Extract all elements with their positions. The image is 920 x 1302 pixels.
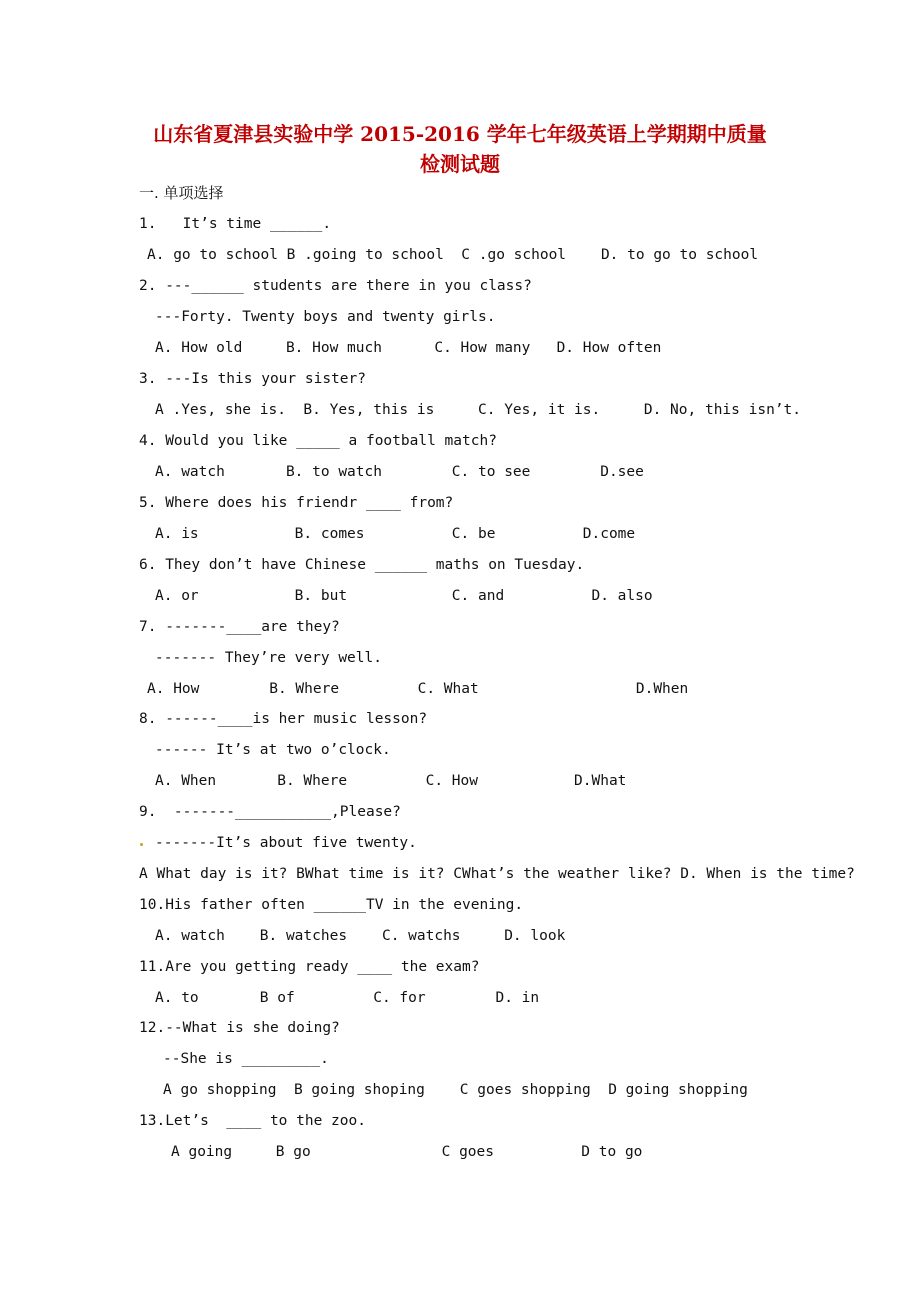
options-8: A. When B. Where C. How D.What: [155, 773, 627, 789]
question-12: 12.--What is she doing?: [139, 1020, 340, 1036]
stray-mark: [140, 843, 143, 846]
document-title-line-2: 检测试题: [420, 152, 500, 176]
options-7: A. How B. Where C. What D.When: [147, 681, 689, 697]
question-7: 7. -------____are they?: [139, 619, 340, 635]
question-5: 5. Where does his friendr ____ from?: [139, 495, 454, 511]
question-8: 8. ------____is her music lesson?: [139, 711, 428, 727]
document-title-line-1: 山东省夏津县实验中学 2015-2016 学年七年级英语上学期期中质量: [153, 122, 767, 146]
answer-12: --She is _________.: [163, 1051, 329, 1067]
options-1: A. go to school B .going to school C .go school D. to go to school: [147, 247, 759, 263]
question-11: 11.Are you getting ready ____ the exam?: [139, 959, 480, 975]
question-10: 10.His father often ______TV in the evening.: [139, 897, 524, 913]
question-13: 13.Let’s ____ to the zoo.: [139, 1113, 366, 1129]
options-3: A .Yes, she is. B. Yes, this is C. Yes, it is. D. No, this isn’t.: [155, 402, 802, 418]
options-4: A. watch B. to watch C. to see D.see: [155, 464, 644, 480]
options-2: A. How old B. How much C. How many D. How often: [155, 340, 662, 356]
question-2: 2. ---______ students are there in you class?: [139, 278, 532, 294]
options-6: A. or B. but C. and D. also: [155, 588, 653, 604]
options-9: A What day is it? BWhat time is it? CWhat’s the weather like? D. When is the time?: [139, 866, 855, 882]
answer-8: ------ It’s at two o’clock.: [155, 742, 391, 758]
options-11: A. to B of C. for D. in: [155, 990, 540, 1006]
question-6: 6. They don’t have Chinese ______ maths on Tuesday.: [139, 557, 585, 573]
answer-9: -------It’s about five twenty.: [155, 835, 417, 851]
section-heading: 一. 单项选择: [139, 184, 224, 202]
answer-2: ---Forty. Twenty boys and twenty girls.: [155, 309, 496, 325]
answer-7: ------- They’re very well.: [155, 650, 382, 666]
question-3: 3. ---Is this your sister?: [139, 371, 366, 387]
options-12: A go shopping B going shoping C goes shopping D going shopping: [163, 1082, 748, 1098]
question-4: 4. Would you like _____ a football match?: [139, 433, 497, 449]
question-9: 9. -------___________,Please?: [139, 804, 401, 820]
question-1: 1. It’s time ______.: [139, 216, 332, 232]
options-13: A going B go C goes D to go: [171, 1144, 643, 1160]
options-5: A. is B. comes C. be D.come: [155, 526, 636, 542]
options-10: A. watch B. watches C. watchs D. look: [155, 928, 566, 944]
